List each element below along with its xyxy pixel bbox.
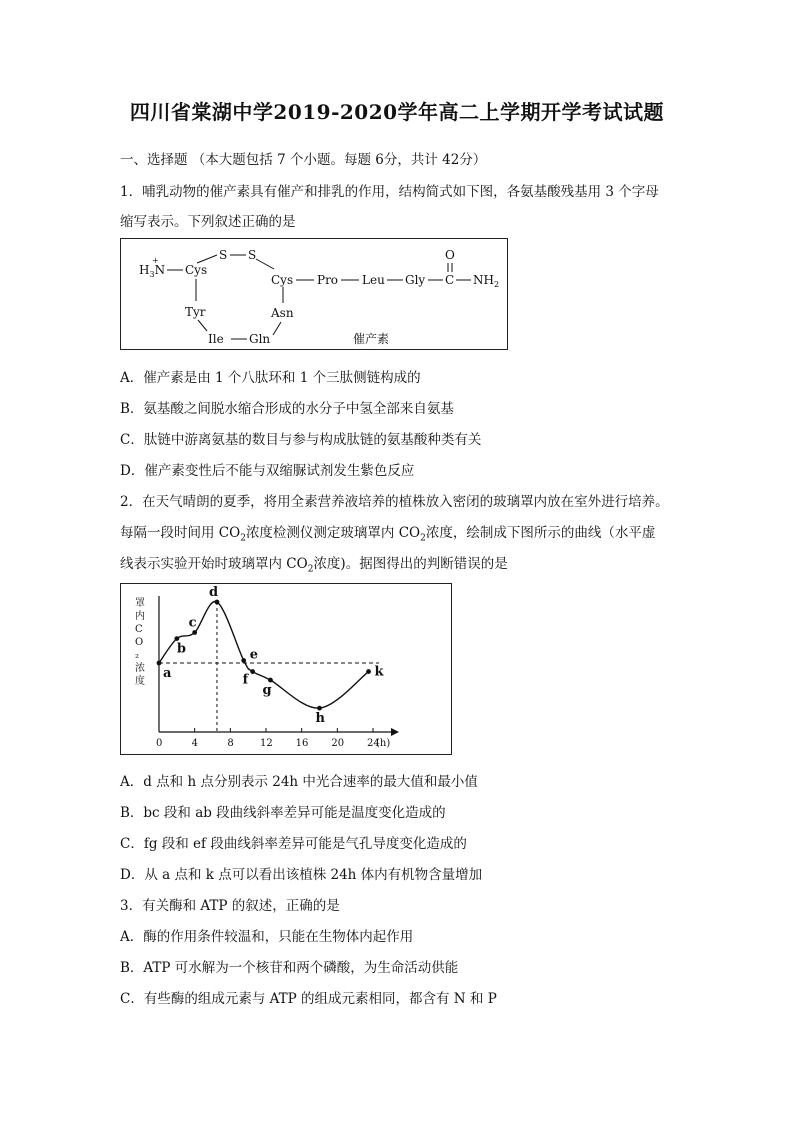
q2-stem-line3: 线表示实验开始时玻璃罩内 $CO_2$浓度)。据图得出的判断错误的是 [120,556,508,575]
tyr-label: Tyr [185,305,206,319]
curve-point-label-g: g [262,683,272,699]
o-label: O [445,248,455,262]
q2-option-b: B．bc 段和 ab 段曲线斜率差异可能是温度变化造成的 [120,805,446,821]
bond-tyr-ile [198,320,207,331]
curve-point-label-f: f [242,672,249,688]
co2-concentration-chart [121,584,451,754]
co2-curve-figure [120,583,452,755]
page-title: 四川省棠湖中学2019-2020学年高二上学期开学考试试题 [129,100,665,124]
curve-point-label-k: k [374,664,384,680]
nh2-label: $NH_2$ [473,273,500,289]
q2-option-a: A．d 点和 h 点分别表示 24h 中光合速率的最大值和最小值 [120,774,478,790]
q1-option-a: A．催产素是由 1 个八肽环和 1 个三肽侧链构成的 [120,370,421,386]
curve-point-label-e: e [249,647,258,663]
curve-point-b [174,636,179,641]
x-tick-label: 8 [227,738,234,749]
bond-cys1-s1 [197,255,217,263]
curve-point-h [317,706,322,711]
q3-option-a: A．酶的作用条件较温和，只能在生物体内起作用 [120,929,414,945]
curve-point-label-a: a [163,666,172,681]
plus-charge: + [152,256,159,265]
q2-option-c: C．fg 段和 ef 段曲线斜率差异可能是气孔导度变化造成的 [120,836,467,852]
curve-point-a [157,661,162,666]
q1-option-b: B．氨基酸之间脱水缩合形成的水分子中氢全部来自氨基 [120,401,454,417]
pro-label: Pro [317,273,339,287]
x-tick-label: 20 [331,738,345,749]
curve-point-e [241,658,246,663]
curve-point-c [192,630,197,635]
x-tick-label: 0 [156,738,163,749]
q1-option-d: D．催产素变性后不能与双缩脲试剂发生紫色反应 [120,463,415,479]
gly-label: Gly [405,273,426,287]
curve-point-label-c: c [188,615,197,631]
h3n-label: $H_3N$ [139,263,166,279]
curve-point-d [215,600,220,605]
y-axis-label: 罩内 C O ₂ 浓度 [135,598,145,687]
bond-gln-asn [273,322,281,335]
q3-stem: 3．有关酶和 ATP 的叙述，正确的是 [120,898,340,914]
q3-option-b: B．ATP 可水解为一个核苷和两个磷酸，为生命活动供能 [120,960,459,976]
oxytocin-structure-diagram [121,239,507,349]
curve-point-label-b: b [176,641,186,657]
asn-label: Asn [271,306,294,320]
bond-s2-cys2 [256,259,274,269]
q1-option-c: C．肽链中游离氨基的数目与参与构成肽链的氨基酸种类有关 [120,432,482,448]
curve-point-label-h: h [315,711,325,727]
curve-point-label-d: d [208,585,219,600]
q2-option-d: D．从 a 点和 k 点可以看出该植株 24h 体内有机物含量增加 [120,867,483,883]
s1-label: S [219,248,228,262]
x-axis-unit: (h) [376,738,391,749]
q2-stem-line2: 每隔一段时间用 $CO_2$浓度检测仪测定玻璃罩内 $CO_2$浓度，绘制成下图所示的曲线（水平虚 [120,525,656,544]
oxytocin-structure-figure [120,238,508,350]
leu-label: Leu [362,273,385,287]
cys2-label: Cys [271,273,294,287]
x-tick-label: 12 [260,738,273,749]
x-tick-label: 24 [367,738,380,749]
curve-point-f [250,669,255,674]
x-axis-arrow [391,728,399,736]
q2-stem-line1: 2．在天气晴朗的夏季，将用全素营养液培养的植株放入密闭的玻璃罩内放在室外进行培养。 [120,494,669,510]
curve-point-k [366,669,371,674]
q1-stem-line1: 1．哺乳动物的催产素具有催产和排乳的作用，结构简式如下图，各氨基酸残基用 3 个字母 [120,184,659,200]
c-label: C [445,273,455,287]
q1-stem-line2: 缩写表示。下列叙述正确的是 [120,214,296,230]
s2-label: S [248,248,257,262]
cys1-label: Cys [185,263,208,277]
ile-label: Ile [208,332,224,346]
x-tick-label: 16 [295,738,309,749]
figure-caption: 催产素 [353,332,390,346]
gln-label: Gln [249,332,271,346]
curve-point-g [268,678,273,683]
q3-option-c: C．有些酶的组成元素与 ATP 的组成元素相同，都含有 N 和 P [120,991,497,1007]
section-heading: 一、选择题 （本大题包括 7 个小题。每题 6分，共计 42分） [120,152,487,168]
x-tick-label: 4 [191,738,199,749]
